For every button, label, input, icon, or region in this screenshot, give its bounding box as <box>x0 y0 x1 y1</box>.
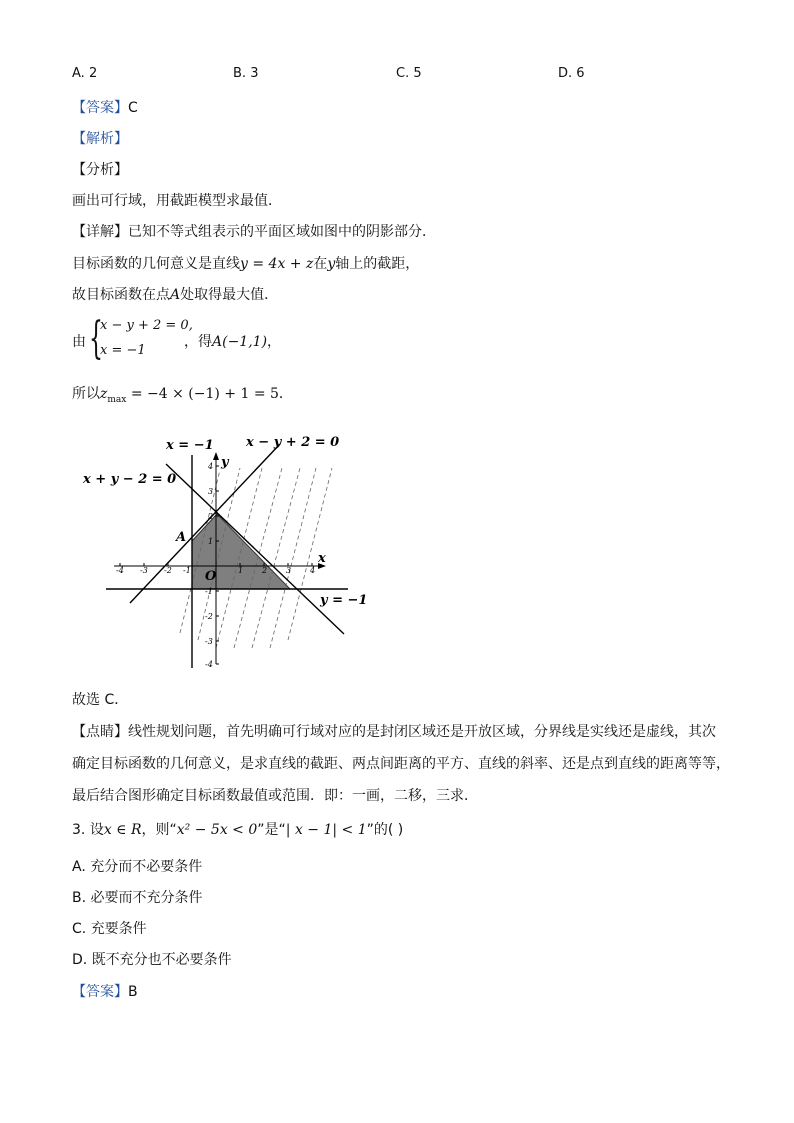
x-tick: -1 <box>183 566 191 575</box>
question-3-stem: 3. 设x ∈ R，则“x² − 5x < 0”是“| x − 1| < 1”的( ) <box>72 822 404 838</box>
label-x-minus-y-plus-2: x − y + 2 = 0 <box>246 435 340 450</box>
x-tick: -2 <box>164 566 172 575</box>
x-tick: -4 <box>116 566 124 575</box>
q3-option-c: C. 充要条件 <box>72 921 147 937</box>
label-point-a: A <box>176 530 187 545</box>
x-tick: -3 <box>140 566 148 575</box>
option-a-top: A. 2 <box>72 66 98 81</box>
x-tick: 2 <box>262 566 268 575</box>
y-tick: 3 <box>208 487 214 496</box>
y-tick: -4 <box>205 660 213 669</box>
label-y-axis: y <box>221 455 229 470</box>
system-equation-1: x − y + 2 = 0, <box>100 318 193 333</box>
y-tick: 4 <box>208 462 214 471</box>
label-x-eq-neg1: x = −1 <box>166 438 214 453</box>
q3-option-a: A. 充分而不必要条件 <box>72 859 203 875</box>
label-origin: O <box>205 569 217 584</box>
label-x-axis: x <box>318 551 326 566</box>
y-tick: -1 <box>205 587 213 596</box>
comment-line-1: 【点睛】线性规划问题，首先明确可行域对应的是封闭区域还是开放区域，分界线是实线还是虚线，其次 <box>72 724 716 740</box>
option-b-top: B. 3 <box>233 66 259 81</box>
answer-line-3: 【答案】B <box>72 984 138 1000</box>
label-x-plus-y-minus-2: x + y − 2 = 0 <box>83 472 177 487</box>
x-tick: 3 <box>286 566 292 575</box>
q3-option-b: B. 必要而不充分条件 <box>72 890 203 906</box>
comment-line-3: 最后结合图形确定目标函数最值或范围．即：一画，二移，三求． <box>72 788 478 804</box>
comment-line-2: 确定目标函数的几何意义，是求直线的截距、两点间距离的平方、直线的斜率、还是点到直线的距离等等， <box>72 756 730 772</box>
answer-tag: 【答案】 <box>72 100 128 116</box>
answer-line-1: 【答案】C <box>72 100 138 116</box>
option-c-top: C. 5 <box>396 66 422 81</box>
option-d-top: D. 6 <box>558 66 585 81</box>
y-tick: -2 <box>205 612 213 621</box>
fenxi-tag-line: 【分析】 <box>72 162 128 178</box>
detail-line-1: 【详解】已知不等式组表示的平面区域如图中的阴影部分． <box>72 224 436 240</box>
label-y-eq-neg1: y = −1 <box>320 593 368 608</box>
y-tick: 2 <box>208 512 214 521</box>
result-line: 所以$z_{max} = -4 \times (-1) + 1 = 5$． <box>72 386 293 405</box>
feasible-region-figure <box>76 428 376 678</box>
detail-line-3: 故目标函数在点A处取得最大值． <box>72 287 279 303</box>
y-tick: 1 <box>208 537 214 546</box>
conclusion: 故选 C． <box>72 692 129 708</box>
x-tick: 4 <box>310 566 316 575</box>
q3-option-d: D. 既不充分也不必要条件 <box>72 952 232 968</box>
fenxi-text: 画出可行域，用截距模型求最值． <box>72 193 282 209</box>
system-equation-2: x = −1 <box>100 343 146 358</box>
analysis-tag-line: 【解析】 <box>72 131 128 147</box>
x-tick: 1 <box>238 566 244 575</box>
y-tick: -3 <box>205 637 213 646</box>
detail-line-2: 目标函数的几何意义是直线y = 4x + z在y轴上的截距， <box>72 256 420 272</box>
